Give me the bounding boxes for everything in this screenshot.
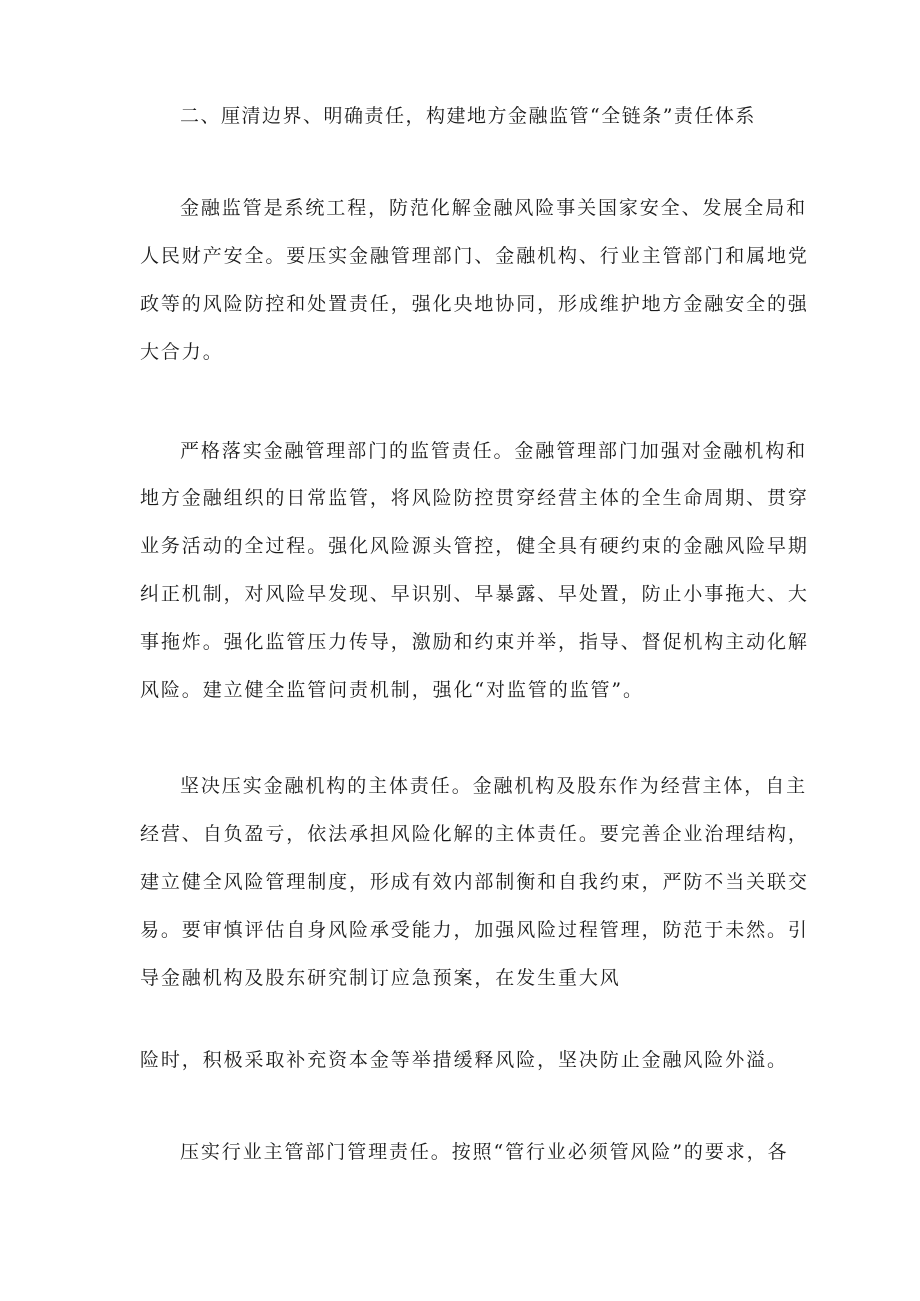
paragraph-1-line-1: 金融监管是系统工程，防范化解金融风险事关国家安全、发展全局和 (180, 197, 808, 219)
paragraph-3-line-5: 导金融机构及股东研究制订应急预案，在发生重大风 (140, 967, 621, 989)
paragraph-2-line-4: 纠正机制，对风险早发现、早识别、早暴露、早处置，防止小事拖大、大 (140, 583, 809, 605)
paragraph-3-line-1: 坚决压实金融机构的主体责任。金融机构及股东作为经营主体，自主 (180, 775, 808, 797)
paragraph-5-line-1: 压实行业主管部门管理责任。按照“管行业必须管风险”的要求，各 (180, 1141, 789, 1163)
paragraph-2-line-2: 地方金融组织的日常监管，将风险防控贯穿经营主体的全生命周期、贯穿 (140, 487, 809, 509)
paragraph-2-line-5: 事拖炸。强化监管压力传导，激励和约束并举，指导、督促机构主动化解 (140, 631, 809, 653)
paragraph-2-line-6: 风险。建立健全监管问责机制，强化“对监管的监管”。 (140, 679, 644, 701)
paragraph-1-line-3: 政等的风险防控和处置责任，强化央地协同，形成维护地方金融安全的强 (140, 293, 809, 315)
paragraph-3-line-3: 建立健全风险管理制度，形成有效内部制衡和自我约束，严防不当关联交 (140, 871, 809, 893)
paragraph-2-line-3: 业务活动的全过程。强化风险源头管控，健全具有硬约束的金融风险早期 (140, 535, 809, 557)
section-heading: 二、厘清边界、明确责任，构建地方金融监管“全链条”责任体系 (180, 105, 756, 127)
paragraph-1-line-2: 人民财产安全。要压实金融管理部门、金融机构、行业主管部门和属地党 (140, 245, 809, 267)
paragraph-4-line-1: 险时，积极采取补充资本金等举措缓释风险，坚决防止金融风险外溢。 (140, 1049, 788, 1071)
paragraph-1-line-4: 大合力。 (140, 341, 224, 363)
paragraph-2-line-1: 严格落实金融管理部门的监管责任。金融管理部门加强对金融机构和 (180, 440, 808, 462)
paragraph-3-line-2: 经营、自负盈亏，依法承担风险化解的主体责任。要完善企业治理结构， (140, 823, 809, 845)
paragraph-3-line-4: 易。要审慎评估自身风险承受能力，加强风险过程管理，防范于未然。引 (140, 919, 809, 941)
